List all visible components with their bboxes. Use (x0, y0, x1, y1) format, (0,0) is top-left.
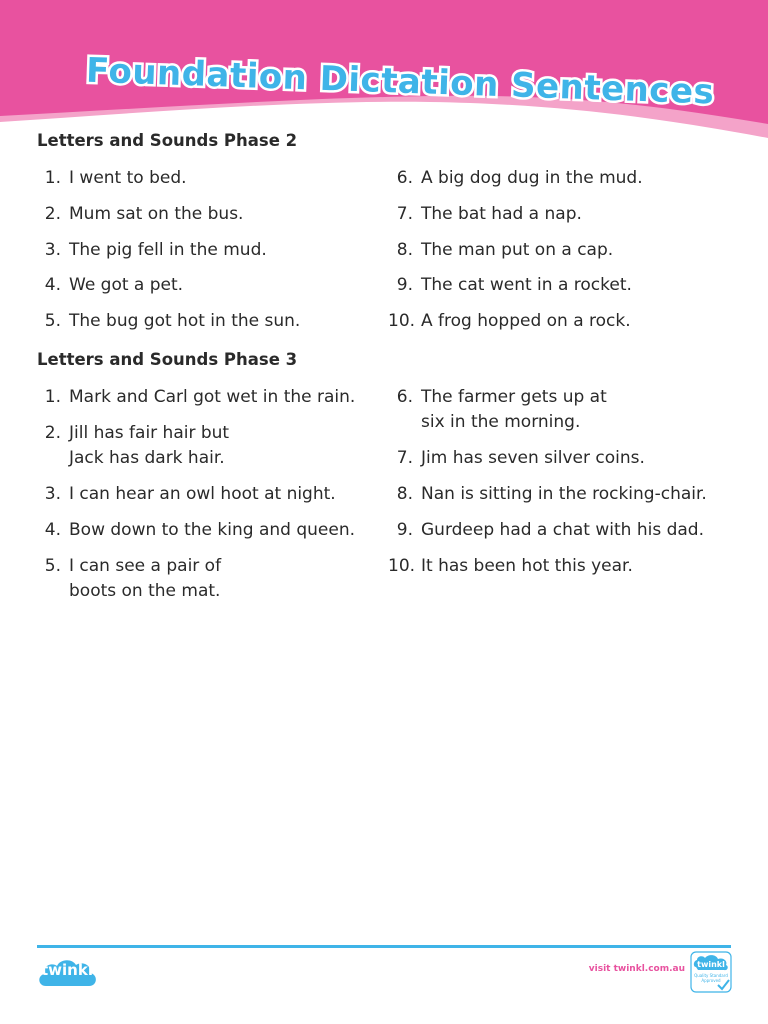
item-text: Jim has seven silver coins. (421, 448, 645, 468)
header-wave-graphic (0, 0, 768, 140)
item-number: 10. (388, 556, 416, 576)
list-item (37, 385, 355, 410)
twinkl-logo[interactable] (36, 956, 98, 990)
item-text: The bug got hot in the sun. (69, 311, 301, 331)
item-number: 2. (44, 423, 61, 443)
list-item (388, 166, 643, 191)
item-number: 3. (44, 484, 61, 504)
item-number: 7. (396, 448, 413, 468)
item-number: 7. (396, 204, 413, 224)
item-number: 8. (396, 240, 413, 260)
list-item (37, 421, 229, 471)
list-item (37, 554, 221, 604)
list-item (37, 273, 183, 298)
item-text: Gurdeep had a chat with his dad. (421, 520, 704, 540)
item-text: The pig fell in the mud. (69, 240, 267, 260)
list-item (388, 482, 707, 507)
item-number: 5. (44, 556, 61, 576)
item-text: Mum sat on the bus. (69, 204, 244, 224)
badge-subtext: Quality Standard Approved (694, 973, 728, 983)
item-number: 4. (44, 275, 61, 295)
item-text: I can see a pair of boots on the mat. (69, 556, 222, 601)
list-item (388, 309, 631, 334)
item-number: 8. (396, 484, 413, 504)
footer-divider (37, 945, 731, 948)
item-text: I can hear an owl hoot at night. (69, 484, 336, 504)
item-text: We got a pet. (69, 275, 184, 295)
header-banner (0, 0, 768, 140)
item-number: 5. (44, 311, 61, 331)
badge-name: twinkl (697, 960, 725, 969)
item-text: Bow down to the king and queen. (69, 520, 356, 540)
logo-text: twinkl (41, 961, 93, 979)
list-item (388, 238, 613, 263)
item-text: I went to bed. (69, 168, 187, 188)
item-number: 9. (396, 275, 413, 295)
item-number: 6. (396, 387, 413, 407)
list-item (388, 554, 633, 579)
item-text: Jill has fair hair but Jack has dark hair. (69, 423, 230, 468)
item-number: 6. (396, 168, 413, 188)
list-item (37, 166, 187, 191)
item-number: 9. (396, 520, 413, 540)
section-heading-phase-3: Letters and Sounds Phase 3 (37, 350, 298, 369)
list-item (37, 482, 336, 507)
item-number: 1. (44, 168, 61, 188)
list-item (388, 273, 632, 298)
list-item (388, 446, 645, 471)
badge-icon (690, 951, 732, 993)
item-number: 3. (44, 240, 61, 260)
list-item (37, 238, 267, 263)
item-text: It has been hot this year. (421, 556, 633, 576)
page-title: Foundation Dictation Sentences (85, 50, 715, 113)
list-item (388, 202, 582, 227)
list-item (388, 385, 607, 435)
item-text: The bat had a nap. (421, 204, 582, 224)
item-number: 10. (388, 311, 416, 331)
item-number: 2. (44, 204, 61, 224)
item-text: A frog hopped on a rock. (421, 311, 631, 331)
website-link[interactable]: visit twinkl.com.au (588, 964, 685, 974)
item-text: The farmer gets up at six in the morning. (421, 387, 607, 432)
list-item (37, 202, 243, 227)
item-number: 4. (44, 520, 61, 540)
list-item (388, 518, 704, 543)
item-text: A big dog dug in the mud. (421, 168, 643, 188)
section-heading-phase-2: Letters and Sounds Phase 2 (37, 131, 298, 150)
list-item (37, 309, 300, 334)
item-text: The cat went in a rocket. (421, 275, 632, 295)
item-text: Mark and Carl got wet in the rain. (69, 387, 356, 407)
list-item (37, 518, 355, 543)
item-text: The man put on a cap. (421, 240, 614, 260)
item-text: Nan is sitting in the rocking-chair. (421, 484, 707, 504)
item-number: 1. (44, 387, 61, 407)
quality-standard-badge (690, 951, 732, 993)
